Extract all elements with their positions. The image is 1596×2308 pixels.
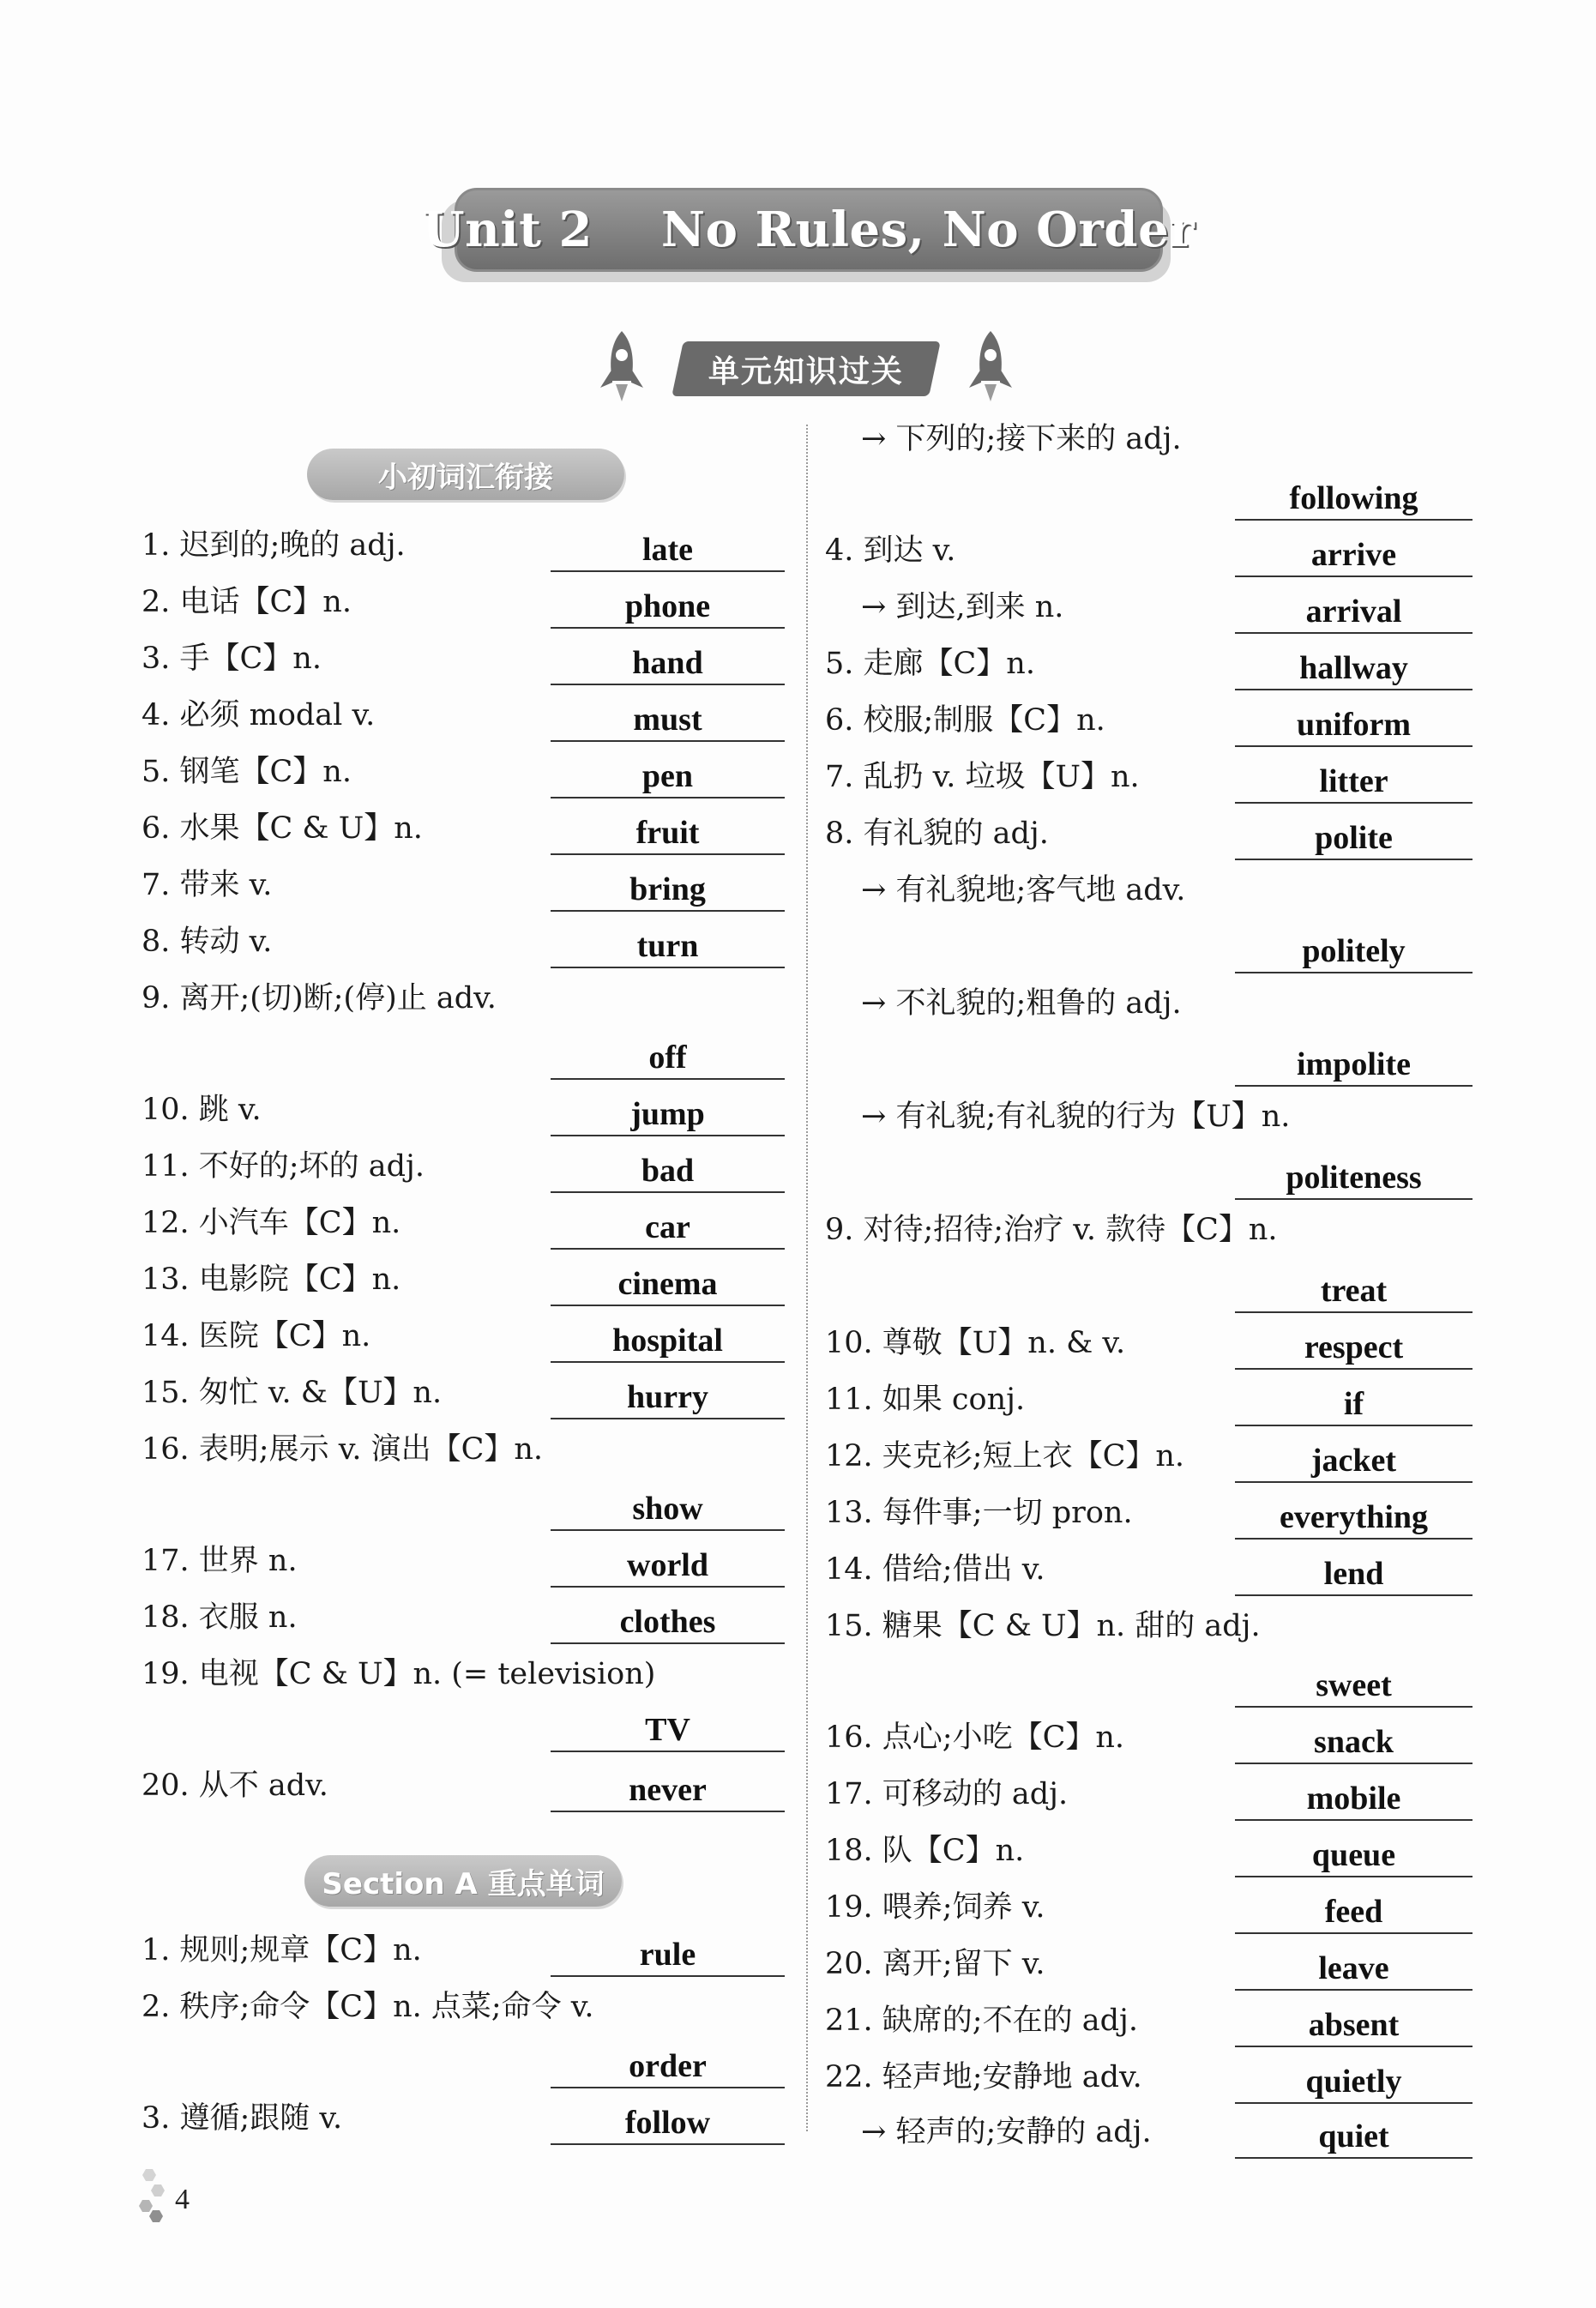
vocab-answer-row <box>825 581 1473 634</box>
vocab-prompt: 20. 从不 adv. <box>142 1769 328 1803</box>
vocab-answer-row <box>825 1486 1473 1540</box>
vocab-answer-row <box>825 1994 1473 2047</box>
vocab-answer-row <box>142 1924 785 1977</box>
vocab-answer-row <box>142 1591 785 1644</box>
vocab-answer[interactable]: if <box>1235 1373 1473 1426</box>
vocab-answer[interactable]: must <box>551 689 785 742</box>
vocab-item <box>825 1203 1473 1256</box>
unit-title: Unit 2 No Rules, No Order <box>422 202 1195 258</box>
vocab-prompt: 5. 走廊【C】n. <box>825 647 1035 681</box>
vocab-answer-row <box>142 1253 785 1306</box>
vocab-answer-row <box>825 1768 1473 1821</box>
vocab-prompt: 17. 可移动的 adj. <box>825 1777 1069 1811</box>
vocab-answer[interactable]: rule <box>551 1924 785 1977</box>
vocab-prompt: → 有礼貌;有礼貌的行为【U】n. <box>861 1100 1291 1134</box>
subtitle-box <box>672 341 941 396</box>
vocab-answer[interactable]: quiet <box>1235 2106 1473 2159</box>
vocab-answer-row <box>142 1478 785 1531</box>
vocab-answer-row <box>142 802 785 855</box>
vocab-answer-row <box>142 1196 785 1250</box>
vocab-answer[interactable]: absent <box>1235 1994 1473 2047</box>
vocab-prompt: 4. 必须 modal v. <box>142 698 376 732</box>
vocab-prompt: 3. 手【C】n. <box>142 642 322 676</box>
vocab-answer-row <box>142 745 785 798</box>
vocab-prompt: 11. 如果 conj. <box>825 1383 1026 1417</box>
vocab-prompt: 6. 校服;制服【C】n. <box>825 703 1105 738</box>
vocab-answer[interactable]: hospital <box>551 1310 785 1363</box>
vocab-item <box>825 413 1473 466</box>
vocab-answer-row <box>825 807 1473 860</box>
vocab-answer-row <box>142 519 785 572</box>
vocab-prompt: 22. 轻声地;安静地 adv. <box>825 2060 1142 2094</box>
page-number: 4 <box>175 2184 190 2215</box>
vocab-answer[interactable]: order <box>551 2035 785 2088</box>
vocab-prompt: 12. 小汽车【C】n. <box>142 1206 401 1240</box>
unit-title-banner <box>422 184 1195 283</box>
vocab-answer[interactable]: world <box>551 1534 785 1588</box>
vocab-prompt: 9. 对待;招待;治疗 v. 款待【C】n. <box>825 1213 1278 1247</box>
vocab-prompt: 2. 电话【C】n. <box>142 585 352 619</box>
vocab-answer[interactable]: bad <box>551 1140 785 1193</box>
vocab-answer[interactable]: clothes <box>551 1591 785 1644</box>
vocab-prompt: → 有礼貌地;客气地 adv. <box>861 873 1186 907</box>
vocab-item <box>825 977 1473 1030</box>
vocab-answer-row <box>142 1759 785 1812</box>
vocab-answer-row <box>142 1534 785 1588</box>
vocab-prompt: 12. 夹克衫;短上衣【C】n. <box>825 1439 1185 1473</box>
vocab-answer-row <box>825 2051 1473 2104</box>
vocab-answer-row <box>825 694 1473 747</box>
vocab-answer-row <box>142 1140 785 1193</box>
rocket-icon <box>592 328 652 405</box>
vocab-answer[interactable]: queue <box>1235 1824 1473 1877</box>
vocab-prompt: → 到达,到来 n. <box>861 590 1064 624</box>
vocab-answer-row <box>825 1881 1473 1934</box>
vocab-prompt: 7. 乱扔 v. 垃圾【U】n. <box>825 760 1140 794</box>
vocab-answer[interactable]: arrival <box>1235 581 1473 634</box>
vocab-answer-row <box>142 859 785 912</box>
vocab-item <box>142 1980 785 2034</box>
vocab-answer[interactable]: never <box>551 1759 785 1812</box>
vocab-prompt: 7. 带来 v. <box>142 868 273 902</box>
vocab-answer[interactable]: litter <box>1235 750 1473 804</box>
vocab-answer[interactable]: phone <box>551 575 785 629</box>
vocab-answer[interactable]: hand <box>551 632 785 685</box>
vocab-answer[interactable]: arrive <box>1235 524 1473 577</box>
vocab-prompt: 18. 队【C】n. <box>825 1834 1025 1868</box>
vocab-answer-row <box>825 1373 1473 1426</box>
vocab-answer[interactable]: polite <box>1235 807 1473 860</box>
vocab-answer[interactable]: car <box>551 1196 785 1250</box>
vocab-prompt: 14. 借给;借出 v. <box>825 1552 1045 1587</box>
vocab-answer[interactable]: lend <box>1235 1543 1473 1596</box>
vocab-answer-row <box>825 2106 1473 2159</box>
vocab-prompt: 14. 医院【C】n. <box>142 1319 371 1353</box>
column-divider <box>806 425 808 2131</box>
rocket-icon <box>961 328 1021 405</box>
vocab-answer[interactable]: pen <box>551 745 785 798</box>
vocab-answer[interactable]: fruit <box>551 802 785 855</box>
vocab-answer[interactable]: sweet <box>1235 1654 1473 1708</box>
vocab-prompt: 13. 每件事;一切 pron. <box>825 1496 1133 1530</box>
vocab-prompt: 11. 不好的;坏的 adj. <box>142 1149 425 1184</box>
vocab-item <box>825 864 1473 917</box>
vocab-answer-row <box>142 2035 785 2088</box>
vocab-answer-row <box>825 1937 1473 1991</box>
vocab-answer[interactable]: show <box>551 1478 785 1531</box>
vocab-answer-row <box>142 1083 785 1136</box>
vocab-answer[interactable]: turn <box>551 915 785 968</box>
vocab-answer-row <box>825 1711 1473 1764</box>
vocab-answer[interactable]: snack <box>1235 1711 1473 1764</box>
vocab-answer-row <box>825 1430 1473 1483</box>
vocab-prompt: → 轻声的;安静的 adj. <box>861 2115 1152 2149</box>
vocab-answer-row <box>142 575 785 629</box>
vocab-prompt: 17. 世界 n. <box>142 1544 298 1578</box>
vocab-prompt: 1. 迟到的;晚的 adj. <box>142 528 406 563</box>
subtitle-text: 单元知识过关 <box>708 353 904 389</box>
vocab-answer-row <box>142 1366 785 1419</box>
vocab-answer[interactable]: follow <box>551 2092 785 2145</box>
vocab-answer[interactable]: treat <box>1235 1260 1473 1313</box>
vocab-answer[interactable]: impolite <box>1235 1033 1473 1087</box>
vocab-answer[interactable]: jump <box>551 1083 785 1136</box>
vocab-answer[interactable]: respect <box>1235 1317 1473 1370</box>
vocab-item <box>142 972 785 1025</box>
vocab-item <box>142 1648 785 1701</box>
vocab-answer-row <box>825 637 1473 690</box>
vocab-answer[interactable]: politeness <box>1235 1147 1473 1200</box>
vocab-prompt: 13. 电影院【C】n. <box>142 1262 401 1297</box>
vocab-prompt: 10. 尊敬【U】n. & v. <box>825 1326 1126 1360</box>
title-banner-box <box>422 188 1195 272</box>
vocab-answer[interactable]: uniform <box>1235 694 1473 747</box>
vocab-answer[interactable]: hurry <box>551 1366 785 1419</box>
vocab-item <box>142 1423 785 1476</box>
vocab-prompt: 4. 到达 v. <box>825 533 956 568</box>
vocab-answer[interactable]: everything <box>1235 1486 1473 1540</box>
vocab-answer-row <box>825 920 1473 973</box>
vocab-answer[interactable]: cinema <box>551 1253 785 1306</box>
vocab-answer[interactable]: hallway <box>1235 637 1473 690</box>
vocab-prompt: 3. 遵循;跟随 v. <box>142 2101 343 2136</box>
vocab-prompt: 8. 有礼貌的 adj. <box>825 817 1049 851</box>
vocab-answer-row <box>825 524 1473 577</box>
vocab-prompt: 9. 离开;(切)断;(停)止 adv. <box>142 981 497 1015</box>
vocab-prompt: 10. 跳 v. <box>142 1093 262 1127</box>
vocab-prompt: 16. 表明;展示 v. 演出【C】n. <box>142 1432 544 1467</box>
vocab-answer[interactable]: late <box>551 519 785 572</box>
vocab-prompt: 19. 喂养;饲养 v. <box>825 1890 1045 1925</box>
vocab-prompt: 6. 水果【C & U】n. <box>142 811 423 846</box>
vocab-answer[interactable]: politely <box>1235 920 1473 973</box>
vocab-prompt: → 不礼貌的;粗鲁的 adj. <box>861 986 1182 1021</box>
vocab-answer-row <box>825 1543 1473 1596</box>
vocab-answer[interactable]: mobile <box>1235 1768 1473 1821</box>
vocab-answer[interactable]: following <box>1235 467 1473 521</box>
left-section-header: 小初词汇衔接 <box>307 449 624 500</box>
vocab-prompt: 18. 衣服 n. <box>142 1600 298 1635</box>
vocab-answer-row <box>825 467 1473 521</box>
vocab-answer-row <box>142 632 785 685</box>
vocab-prompt: 15. 匆忙 v. &【U】n. <box>142 1376 443 1410</box>
vocab-prompt: 21. 缺席的;不在的 adj. <box>825 2004 1138 2038</box>
vocab-answer-row <box>825 1824 1473 1877</box>
vocab-prompt: 2. 秩序;命令【C】n. 点菜;命令 v. <box>142 1990 594 2024</box>
vocab-answer[interactable]: off <box>551 1027 785 1080</box>
vocab-answer-row <box>142 689 785 742</box>
vocab-prompt: 1. 规则;规章【C】n. <box>142 1933 422 1968</box>
vocab-prompt: 15. 糖果【C & U】n. 甜的 adj. <box>825 1609 1261 1643</box>
vocab-answer-row <box>825 1033 1473 1087</box>
vocab-answer[interactable]: jacket <box>1235 1430 1473 1483</box>
vocab-item <box>825 1600 1473 1653</box>
vocab-answer[interactable]: TV <box>551 1699 785 1752</box>
section-a-header: Section A 重点单词 <box>304 1855 622 1907</box>
vocab-prompt: → 下列的;接下来的 adj. <box>861 422 1182 456</box>
vocab-answer[interactable]: bring <box>551 859 785 912</box>
vocab-answer[interactable]: quietly <box>1235 2051 1473 2104</box>
vocab-answer-row <box>825 1317 1473 1370</box>
vocab-prompt: 19. 电视【C & U】n. (= television) <box>142 1657 656 1691</box>
vocab-answer[interactable]: feed <box>1235 1881 1473 1934</box>
section-subtitle <box>592 324 1021 410</box>
vocab-item <box>825 1090 1473 1143</box>
vocab-prompt: 20. 离开;留下 v. <box>825 1947 1045 1981</box>
vocab-prompt: 8. 转动 v. <box>142 925 273 959</box>
vocab-answer-row <box>142 915 785 968</box>
vocab-answer-row <box>825 1147 1473 1200</box>
vocab-answer-row <box>142 1699 785 1752</box>
vocab-answer-row <box>825 1654 1473 1708</box>
vocab-answer-row <box>142 2092 785 2145</box>
vocab-answer-row <box>142 1310 785 1363</box>
vocab-prompt: 5. 钢笔【C】n. <box>142 755 352 789</box>
vocab-answer-row <box>825 1260 1473 1313</box>
vocab-answer-row <box>142 1027 785 1080</box>
vocab-prompt: 16. 点心;小吃【C】n. <box>825 1720 1125 1755</box>
vocab-answer[interactable]: leave <box>1235 1937 1473 1991</box>
vocab-answer-row <box>825 750 1473 804</box>
